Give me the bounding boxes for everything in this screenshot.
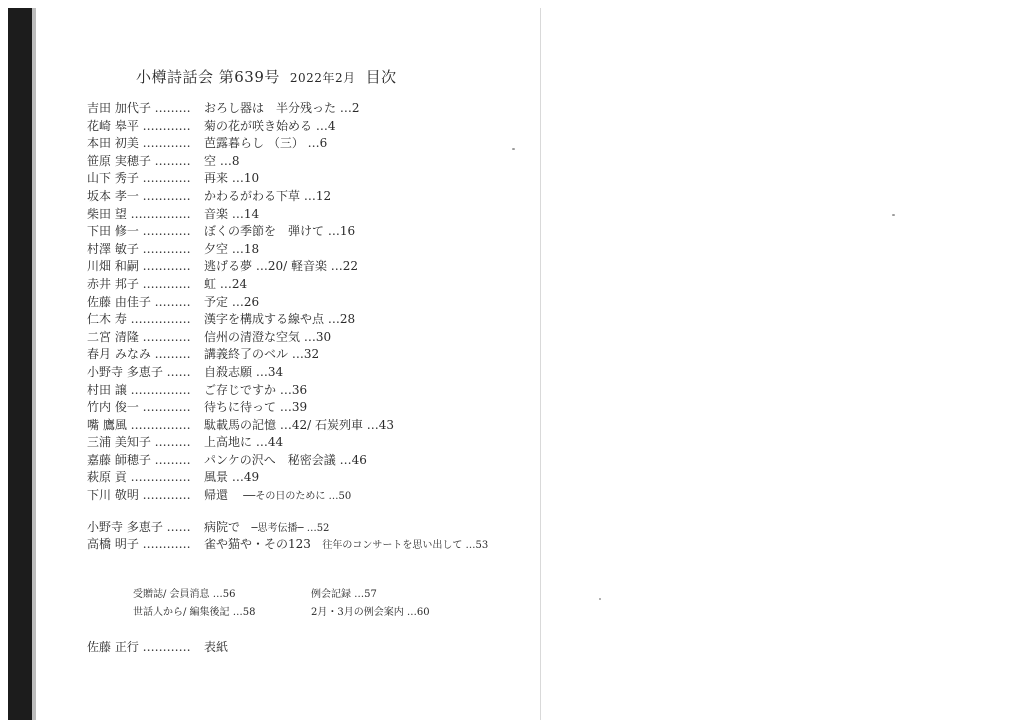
toc-author: 嘴 鷹風 …………… [87, 417, 191, 432]
toc-author: 佐藤 由佳子 ……… [87, 294, 191, 309]
toc-author: 笹原 実穂子 ……… [87, 153, 191, 168]
toc-author: 山下 秀子 ………… [87, 171, 191, 186]
toc-author: 村澤 敏子 ………… [87, 241, 191, 256]
toc-entry [87, 536, 527, 554]
toc-title: 芭露暮らし （三） …6 [204, 136, 328, 151]
toc-entry [87, 258, 527, 276]
toc-entry [87, 188, 527, 206]
toc-entry [87, 382, 527, 400]
toc-entry [87, 417, 527, 435]
toc-subtitle: ──その日のために …50 [243, 491, 352, 503]
paper-speck [599, 598, 601, 600]
toc-author: 本田 初美 ………… [87, 136, 191, 151]
toc-title: 漢字を構成する線や点 …28 [204, 312, 356, 327]
toc-entry [87, 241, 527, 259]
toc-entry [87, 206, 527, 224]
toc-title: 夕空 …18 [204, 241, 260, 256]
toc-author: 柴田 望 …………… [87, 206, 191, 221]
toc-entry [87, 399, 527, 417]
toc-entry [87, 346, 527, 364]
right-page [542, 8, 1022, 720]
toc-entry [87, 452, 527, 470]
toc-entry [87, 487, 527, 505]
table-of-contents [87, 100, 527, 554]
toc-title: 駄載馬の記憶 …42/ 石炭列車 …43 [204, 417, 395, 432]
toc-title: おろし器は 半分残った …2 [204, 101, 360, 115]
toc-author: 小野寺 多恵子 …… [87, 519, 191, 534]
toc-title: 待ちに待って …39 [204, 400, 308, 415]
misc-item: 世話人から/ 編集後記 …58 [133, 607, 256, 618]
toc-title: 病院で [204, 519, 241, 534]
toc-author: 川畑 和嗣 ………… [87, 259, 191, 274]
toc-entry [87, 170, 527, 188]
toc-entry [87, 364, 527, 382]
toc-title: 風景 …49 [204, 470, 260, 485]
toc-title: 菊の花が咲き始める …4 [204, 118, 336, 133]
toc-title: 空 …8 [204, 153, 240, 168]
toc-title: パンケの沢へ 秘密会議 …46 [204, 452, 367, 467]
toc-subtitle: ─思考伝播─ …52 [251, 522, 330, 534]
misc-contents [133, 586, 473, 622]
toc-entry [87, 276, 527, 294]
toc-title: 予定 …26 [204, 294, 260, 309]
toc-author: 下田 修一 ………… [87, 224, 191, 239]
misc-item: 例会記録 …57 [311, 589, 377, 600]
misc-item: 受贈誌/ 会員消息 …56 [133, 589, 236, 600]
issue-date: 2022年2月 [289, 71, 356, 85]
toc-entry [87, 118, 527, 136]
toc-title: 上高地に …44 [204, 435, 284, 450]
cover-credit [87, 638, 228, 655]
toc-author: 高橋 明子 ………… [87, 537, 191, 552]
toc-entry [87, 153, 527, 171]
toc-author: 春月 みなみ ……… [87, 347, 191, 362]
toc-subtitle: 往年のコンサートを思い出して …53 [322, 540, 489, 552]
journal-name: 小樽詩話会 第639号 [136, 68, 280, 86]
misc-row [133, 586, 473, 604]
toc-author: 竹内 俊一 ………… [87, 400, 191, 415]
toc-entry [87, 519, 527, 537]
spine-edge [32, 8, 36, 720]
page-title [136, 66, 397, 87]
cover-author: 佐藤 正行 ………… [87, 640, 191, 654]
toc-title: 講義終了のベル …32 [204, 347, 320, 362]
toc-author: 坂本 孝一 ………… [87, 188, 191, 203]
toc-author: 二宮 清隆 ………… [87, 329, 191, 344]
cover-label: 表紙 [204, 640, 229, 654]
toc-title: かわるがわる下草 …12 [204, 188, 332, 203]
toc-title: ぼくの季節を 弾けて …16 [204, 224, 356, 239]
toc-author: 赤井 邦子 ………… [87, 276, 191, 291]
toc-author: 三浦 美知子 ……… [87, 435, 191, 450]
toc-title: 逃げる夢 …20/ 軽音楽 …22 [204, 259, 359, 274]
toc-author: 嘉藤 師穂子 ……… [87, 452, 191, 467]
toc-entry [87, 434, 527, 452]
toc-entry [87, 311, 527, 329]
toc-author: 下川 敬明 ………… [87, 488, 191, 503]
toc-title: 音楽 …14 [204, 206, 260, 221]
toc-author: 萩原 貢 …………… [87, 470, 191, 485]
toc-title: 自殺志願 …34 [204, 364, 284, 379]
section-gap [87, 505, 527, 519]
contents-label: 目次 [365, 68, 397, 86]
toc-title: 虹 …24 [204, 276, 248, 291]
toc-author: 村田 譲 …………… [87, 382, 191, 397]
toc-title: 帰還 [204, 488, 229, 503]
toc-title: 雀や猫や・その123 [204, 537, 311, 552]
toc-author: 小野寺 多恵子 …… [87, 364, 191, 379]
toc-entry [87, 223, 527, 241]
toc-title: 再来 …10 [204, 171, 260, 186]
toc-entry [87, 135, 527, 153]
toc-entry [87, 100, 527, 118]
book-spine [8, 8, 32, 720]
toc-entry [87, 329, 527, 347]
misc-item: 2月・3月の例会案内 …60 [311, 607, 430, 618]
toc-author: 花崎 皋平 ………… [87, 118, 191, 133]
toc-entry [87, 294, 527, 312]
toc-entry [87, 469, 527, 487]
toc-title: 信州の清澄な空気 …30 [204, 329, 332, 344]
toc-author: 仁木 寿 …………… [87, 312, 191, 327]
misc-row [133, 604, 473, 622]
toc-author: 吉田 加代子 ……… [87, 101, 191, 115]
paper-speck [892, 214, 895, 216]
toc-title: ご存じですか …36 [204, 382, 308, 397]
